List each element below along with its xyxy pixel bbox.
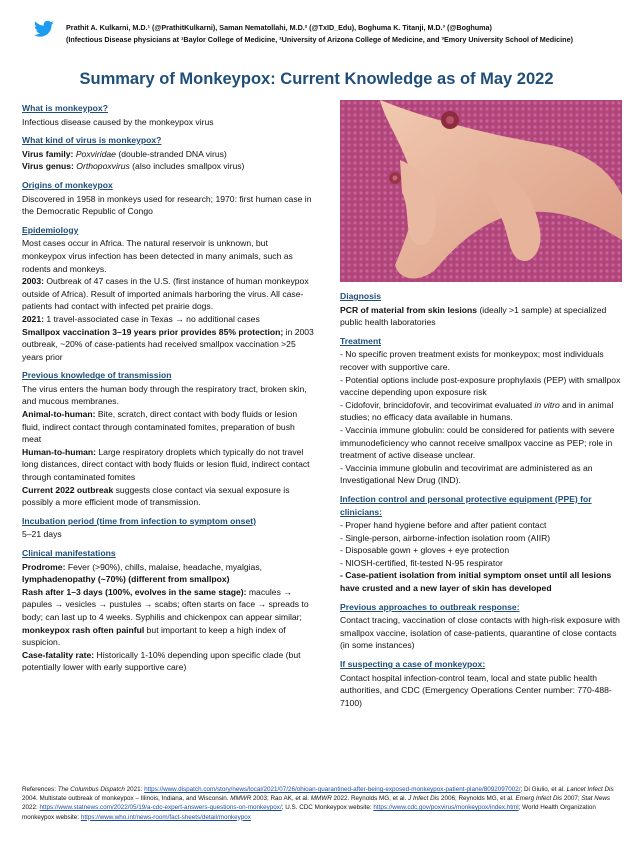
refs-text-5: 2022. Reynolds MG, et al.: [331, 795, 409, 803]
epi-paragraph-1: Most cases occur in Africa. The natural reservoir is unknown, but monkeypox virus infection has been detected in many animals, such as rodents and monkeys.: [22, 238, 293, 274]
text-diagnosis: [340, 304, 622, 329]
treatment-item-3i: in vitro: [534, 399, 560, 410]
trans-h2h-text: Large respiratory droplets which typically do not travel long distances, direct contact with body fluids or lesion fluid, indirect contact through contaminated fomites: [22, 446, 310, 483]
section-epidemiology: [22, 224, 314, 364]
clin-rash-label: Rash after 1–3 days (100%, evolves in the same stage):: [22, 586, 247, 597]
heading-suspecting: If suspecting a case of monkeypox:: [340, 659, 486, 670]
clin-rash: [22, 586, 314, 649]
refs-statnews: Stat News: [581, 795, 611, 803]
trans-2022-text: suggests close contact via sexual exposure is possibly a more efficient mode of transmission.: [22, 484, 290, 508]
epi-2021: [22, 313, 314, 326]
section-suspecting: [340, 658, 622, 709]
virus-genus-label: Virus genus:: [22, 161, 74, 172]
refs-text-3: 2004. Multistate outbreak of monkeypox – Illinois, Indiana, and Wisconsin.: [22, 795, 231, 803]
heading-outbreak-response: Previous approaches to outbreak response:: [340, 601, 520, 612]
section-transmission: [22, 369, 314, 509]
section-outbreak-response: [340, 601, 622, 652]
virus-family-label: Virus family:: [22, 148, 74, 159]
ppe-item-5: - Case-patient isolation from initial symptom onset until all lesions have crusted and a new layer of skin has developed: [340, 570, 612, 594]
diagnosis-bold: PCR of material from skin lesions: [340, 304, 478, 315]
virus-family-desc: (double-stranded DNA virus): [115, 148, 227, 159]
trans-human-to-human: [22, 446, 314, 484]
epi-2003-text: Outbreak of 47 cases in the U.S. (first instance of human monkeypox outside of Africa). Result of imported animals harboring the virus. All case-patients had contact with infected pet prairie dogs.: [22, 276, 309, 312]
treatment-item-3a: - Cidofovir, brincidofovir, and tecovirimat evaluated: [340, 399, 535, 410]
trans-a2h-text: Bite, scratch, direct contact with body fluids or lesion fluid, indirect contact through contaminated fomites, preparation of bush meat: [22, 409, 298, 445]
epi-vaccination: [22, 326, 314, 364]
clin-prodrome-label: Prodrome:: [22, 561, 66, 572]
refs-text-9: ; U.S. CDC Monkeypox website:: [281, 804, 374, 812]
clin-rash-bold: monkeypox rash often painful: [22, 624, 145, 635]
treatment-item-4: - Vaccinia immune globulin: could be considered for patients with severe immunodeficiency who cannot receive smallpox vaccine as PEP; role in treatment of active disease unclear.: [340, 424, 615, 461]
heading-diagnosis: Diagnosis: [340, 291, 382, 301]
trans-a2h-label: Animal-to-human:: [22, 409, 96, 420]
section-incubation: [22, 515, 314, 541]
refs-text-6: 2006; Reynolds MG, et al.: [439, 795, 516, 803]
treatment-item-3b: and in animal studies; no efficacy data available in humans.: [340, 399, 614, 423]
page-title: Summary of Monkeypox: Current Knowledge as of May 2022: [79, 70, 554, 88]
epi-2021-text: 1 travel-associated case in Texas → no additional cases: [43, 313, 260, 324]
section-virus-kind: [22, 134, 314, 173]
epi-vaccination-text: in 2003 outbreak, ~20% of case-patients had received smallpox vaccination >25 years prior: [22, 326, 314, 362]
header: [0, 0, 633, 62]
clin-cfr: [22, 649, 314, 674]
twitter-bird-icon: [34, 20, 54, 38]
heading-virus-kind: What kind of virus is monkeypox?: [22, 135, 162, 146]
virus-genus: [22, 160, 314, 173]
refs-intro: References:: [22, 786, 58, 793]
ref-link-dispatch[interactable]: https://www.dispatch.com/story/news/local/2021/07/26/ohioan-quarantined-after-being-exposed-monkeypox-patient-plane/8092097002/: [144, 786, 521, 793]
treatment-item-1: - No specific proven treatment exists for monkeypox; most individuals recover with supportive care.: [340, 349, 604, 372]
treatment-item-5: - Vaccinia immune globulin and tecovirimat are administered as an Investigational New Drug (IND).: [340, 462, 593, 486]
epi-vaccination-bold: Smallpox vaccination 3–19 years prior provides 85% protection;: [22, 326, 284, 337]
ref-link-cdc[interactable]: https://www.cdc.gov/poxvirus/monkeypox/index.html: [373, 804, 519, 812]
section-infection-control: [340, 493, 622, 595]
text-incubation: 5–21 days: [22, 529, 62, 540]
epi-2021-label: 2021:: [22, 313, 44, 324]
heading-incubation: Incubation period (time from infection to symptom onset): [22, 515, 256, 526]
epi-2003: [22, 275, 314, 313]
author-list: [66, 22, 573, 46]
heading-what-is: What is monkeypox?: [22, 103, 108, 113]
refs-text-2: ; Di Giulio, et al.: [520, 786, 567, 793]
trans-2022-label: Current 2022 outbreak: [22, 484, 114, 495]
ppe-item-4: - NIOSH-certified, fit-tested N-95 respirator: [340, 557, 503, 568]
section-clinical: [22, 547, 314, 674]
ppe-item-2: - Single-person, airborne-infection isolation room (AIIR): [340, 532, 551, 543]
clin-rash-tail: but important to keep a high index of suspicion.: [22, 624, 286, 648]
virus-family: [22, 148, 314, 161]
text-suspecting: Contact hospital infection-control team, local and state public health authorities, and CDC (Emergency Operations Center number: 770-488-7100): [340, 672, 612, 708]
refs-eid: Emerg Infect Dis: [515, 795, 563, 803]
heading-clinical: Clinical manifestations: [22, 548, 116, 558]
clin-prodrome-text: Fever (>90%), chills, malaise, headache, myalgias,: [65, 561, 263, 572]
lesion-photo-image: [340, 100, 622, 282]
virus-family-name: Poxviridae: [75, 148, 116, 159]
authors-line-2: (Infectious Disease physicians at ¹Baylor College of Medicine, ²University of Arizona College of Medicine, and ³Emory University School of Medicine): [66, 35, 573, 44]
clin-prodrome: [22, 561, 314, 586]
text-origins: Discovered in 1958 in monkeys used for research; 1970: first human case in the Democratic Republic of Congo: [22, 193, 312, 217]
refs-text-10: ; World Health Organization monkeypox website:: [22, 804, 596, 821]
trans-paragraph-1: The virus enters the human body through the respiratory tract, broken skin, and mucous membranes.: [22, 383, 307, 407]
references: [22, 785, 616, 822]
section-origins: [22, 179, 314, 218]
ref-link-who[interactable]: https://www.who.int/news-room/fact-sheets/detail/monkeypox: [80, 813, 251, 821]
clin-rash-text: macules → papules → vesicles → pustules → scabs; often starts on face → spreads to body; can last up to 4 weeks. Syphilis and chickenpox can appear similar;: [22, 586, 309, 622]
clin-prodrome-bold: lymphadenopathy (~70%) (different from smallpox): [22, 574, 230, 585]
section-what-is: [22, 102, 314, 128]
refs-text-4: 2003; Rao AK, et al.: [251, 795, 311, 803]
refs-text-7: 2007;: [562, 795, 582, 803]
ref-link-statnews[interactable]: https://www.statnews.com/2022/05/19/a-cdc-expert-answers-questions-on-monkeypox/: [39, 804, 282, 812]
refs-lancet: Lancet Infect Dis: [566, 786, 614, 793]
heading-infection-control: Infection control and personal protective equipment (PPE) for clinicians:: [340, 493, 592, 517]
trans-current-2022: [22, 484, 314, 509]
text-outbreak-response: Contact tracing, vaccination of close contacts with high-risk exposure with smallpox vaccine, isolation of case-patients, quarantine of close contacts (in some instances): [340, 615, 620, 651]
clin-cfr-text: Historically 1-10% depending upon specific clade (but potentially lower with early supportive care): [22, 649, 301, 673]
refs-text-1: 2021:: [124, 786, 145, 793]
ppe-item-3: - Disposable gown + gloves + eye protection: [340, 545, 510, 556]
right-column: [340, 290, 622, 715]
virus-genus-desc: (also includes smallpox virus): [129, 161, 245, 172]
trans-h2h-label: Human-to-human:: [22, 446, 96, 457]
refs-text-8: 2022:: [22, 804, 40, 812]
virus-genus-name: Orthopoxvirus: [76, 161, 130, 172]
heading-treatment: Treatment: [340, 335, 382, 346]
treatment-item-2: - Potential options include post-exposure prophylaxis (PEP) with smallpox vaccine depending upon exposure risk: [340, 374, 621, 398]
heading-epidemiology: Epidemiology: [22, 224, 79, 235]
section-treatment: [340, 335, 622, 487]
text-what-is: Infectious disease caused by the monkeypox virus: [22, 116, 214, 127]
section-diagnosis: [340, 290, 622, 329]
left-column: [22, 102, 314, 680]
trans-animal-to-human: [22, 408, 314, 446]
heading-origins: Origins of monkeypox: [22, 179, 113, 190]
refs-mmwr-2: MMWR: [310, 795, 332, 803]
ppe-item-1: - Proper hand hygiene before and after patient contact: [340, 520, 547, 531]
refs-mmwr-1: MMWR: [230, 795, 252, 803]
lesion-photo: [340, 100, 622, 282]
heading-transmission: Previous knowledge of transmission: [22, 370, 172, 381]
refs-columbus: The Columbus Dispatch: [57, 786, 125, 793]
authors-line-1: Prathit A. Kulkarni, M.D.¹ (@PrathitKulkarni), Saman Nematollahi, M.D.² (@TxID_Edu), Boghuma K. Titanji, M.D.³ (@Boghuma): [66, 23, 492, 32]
clin-cfr-label: Case-fatality rate:: [22, 649, 95, 660]
diagnosis-text: (ideally >1 sample) at specialized public health laboratories: [340, 304, 607, 328]
refs-jid: J Infect Dis: [408, 795, 440, 803]
treatment-item-3: [340, 399, 622, 424]
epi-2003-label: 2003:: [22, 276, 44, 287]
